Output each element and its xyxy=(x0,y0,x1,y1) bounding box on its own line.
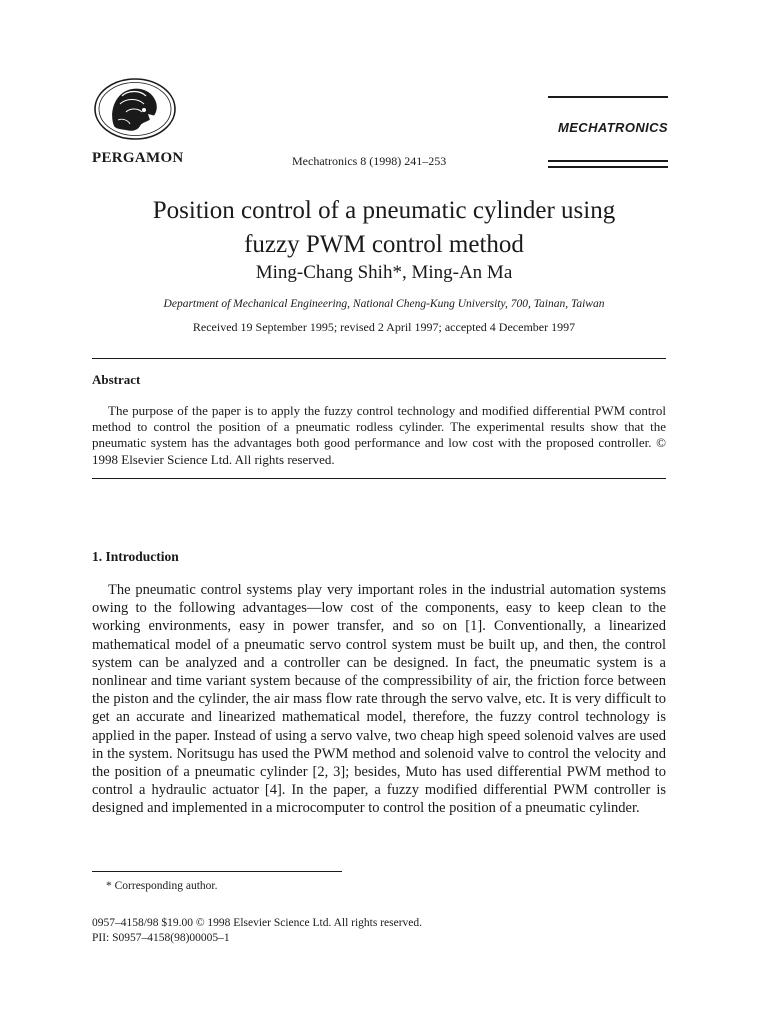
brand-rule-bottom xyxy=(548,166,668,168)
abstract-rule-top xyxy=(92,358,666,359)
footnote-rule xyxy=(92,871,342,872)
copyright-line-1: 0957–4158/98 $19.00 © 1998 Elsevier Science Ltd. All rights reserved. xyxy=(92,917,423,929)
article-title xyxy=(60,194,708,262)
publisher-logo xyxy=(92,76,178,142)
abstract-text: The purpose of the paper is to apply the fuzzy control technology and modified differential PWM control method to control the position of a pneumatic rodless cylinder. The experimental results show that the pneumatic system has the advantages both good performance and low cost with the proposed controller. © 1998 Elsevier Science Ltd. All rights reserved. xyxy=(92,403,666,467)
introduction-text: The pneumatic control systems play very important roles in the industrial automation systems owing to the following advantages—low cost of the components, easy to keep clean to the working environments, easy in power transfer, and so on [1]. Conventionally, a linearized mathematical model of a pneumatic servo control system must be built up, and then, the control system can be analyzed and a controller can be designed. In fact, the pneumatic system is a nonlinear and time variant system because of the compressibility of air, the friction force between the piston and the cylinder, the air mass flow rate through the servo valve, etc. It is very difficult to get an accurate and linearized mathematical model, therefore, the fuzzy control technology is applied in the paper. Instead of using a servo valve, two cheap high speed solenoid valves are used in the system. Noritsugu has used the PWM method and solenoid valve to control the velocity and the position of a pneumatic cylinder [2, 3]; besides, Muto has used differential PWM method to control a hydraulic actuator [4]. In the paper, a fuzzy modified differential PWM controller is designed and implemented in a microcomputer to control the position of a pneumatic cylinder. xyxy=(92,582,666,817)
title-line-2: fuzzy PWM control method xyxy=(244,231,524,258)
publisher-name: PERGAMON xyxy=(92,150,184,166)
pergamon-helmet-icon xyxy=(92,76,178,142)
abstract-rule-bottom xyxy=(92,478,666,479)
journal-brand: MECHATRONICS xyxy=(558,120,668,135)
copyright-block xyxy=(92,916,422,946)
abstract-heading: Abstract xyxy=(92,372,141,387)
article-dates: Received 19 September 1995; revised 2 April 1997; accepted 4 December 1997 xyxy=(192,320,576,334)
author-affiliation: Department of Mechanical Engineering, National Cheng-Kung University, 700, Tainan, Taiwan xyxy=(163,298,605,310)
section-heading-introduction: 1. Introduction xyxy=(92,549,179,564)
footnote-corresponding-author: * Corresponding author. xyxy=(106,880,218,892)
copyright-line-2: PII: S0957–4158(98)00005–1 xyxy=(92,932,230,944)
brand-rule-middle xyxy=(548,160,668,162)
article-authors: Ming-Chang Shih*, Ming-An Ma xyxy=(255,262,513,283)
journal-reference: Mechatronics 8 (1998) 241–253 xyxy=(292,154,447,168)
title-line-1: Position control of a pneumatic cylinder using xyxy=(152,197,616,224)
brand-rule-top xyxy=(548,96,668,98)
